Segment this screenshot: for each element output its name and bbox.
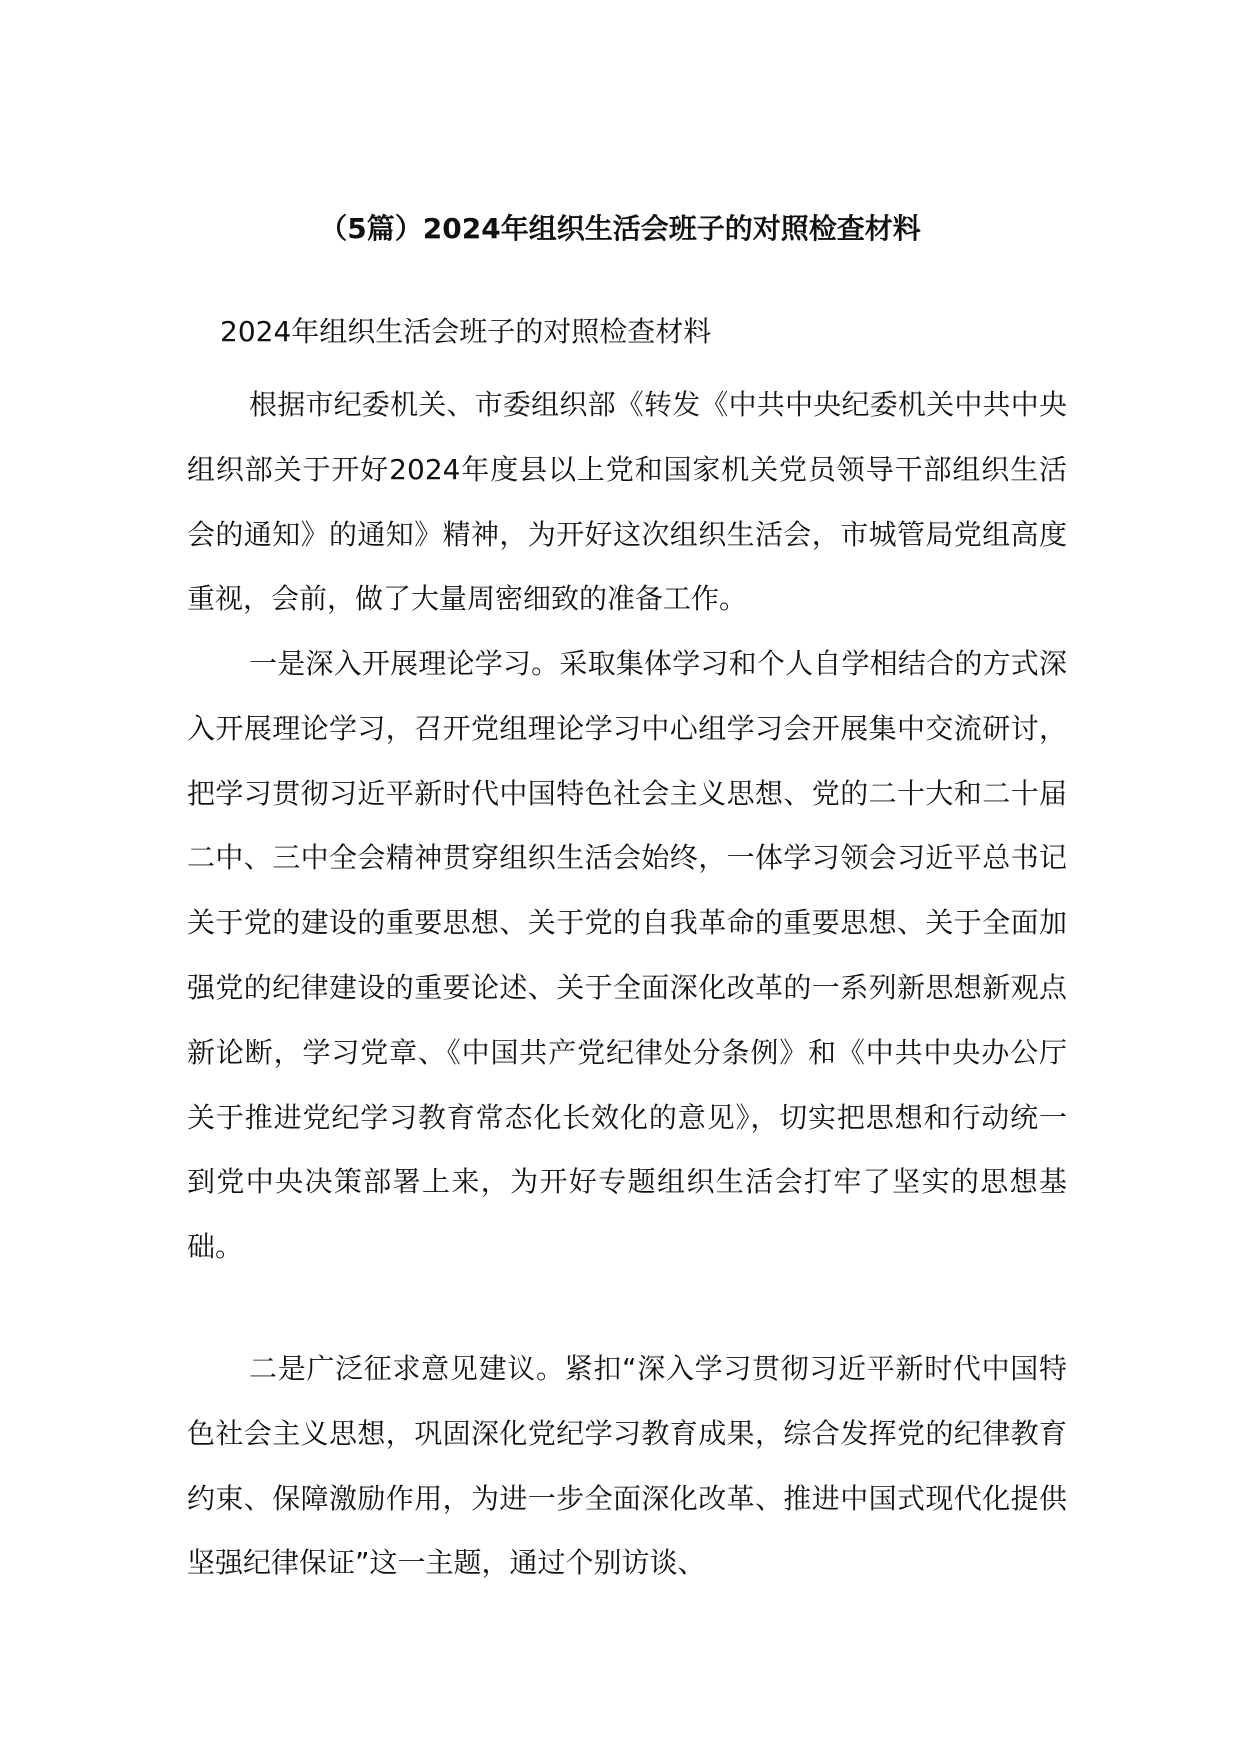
document-subtitle: 2024年组织生活会班子的对照检查材料 — [220, 315, 712, 348]
paragraph-theory-study: 一是深入开展理论学习。采取集体学习和个人自学相结合的方式深入开展理论学习，召开党组理论学习中心组学习会开展集中交流研讨，把学习贯彻习近平新时代中国特色社会主义思想、党的二十大和二十届二中、三中全会精神贯穿组织生活会始终，一体学习领会习近平总书记关于党的建设的重要思想、关于党的自我革命的重要思想、关于全面加强党的纪律建设的重要论述、关于全面深化改革的一系列新思想新观点新论断，学习党章、《中国共产党纪律处分条例》和《中共中央办公厅关于推进党纪学习教育常态化长效化的意见》，切实把思想和行动统一到党中央决策部署上来，为开好专题组织生活会打牢了坚实的思想基础。 — [187, 647, 1067, 1264]
paragraph-solicit-opinions: 二是广泛征求意见建议。紧扣“深入学习贯彻习近平新时代中国特色社会主义思想，巩固深化党纪学习教育成果，综合发挥党的纪律教育约束、保障激励作用，为进一步全面深化改革、推进中国式现代化提供坚强纪律保证”这一主题，通过个别访谈、 — [187, 1352, 1067, 1580]
paragraph-intro: 根据市纪委机关、市委组织部《转发《中共中央纪委机关中共中央组织部关于开好2024年度县以上党和国家机关党员领导干部组织生活会的通知》的通知》精神，为开好这次组织生活会，市城管局党组高度重视，会前，做了大量周密细致的准备工作。 — [187, 388, 1067, 616]
document-title: （5篇）2024年组织生活会班子的对照检查材料 — [319, 212, 921, 245]
